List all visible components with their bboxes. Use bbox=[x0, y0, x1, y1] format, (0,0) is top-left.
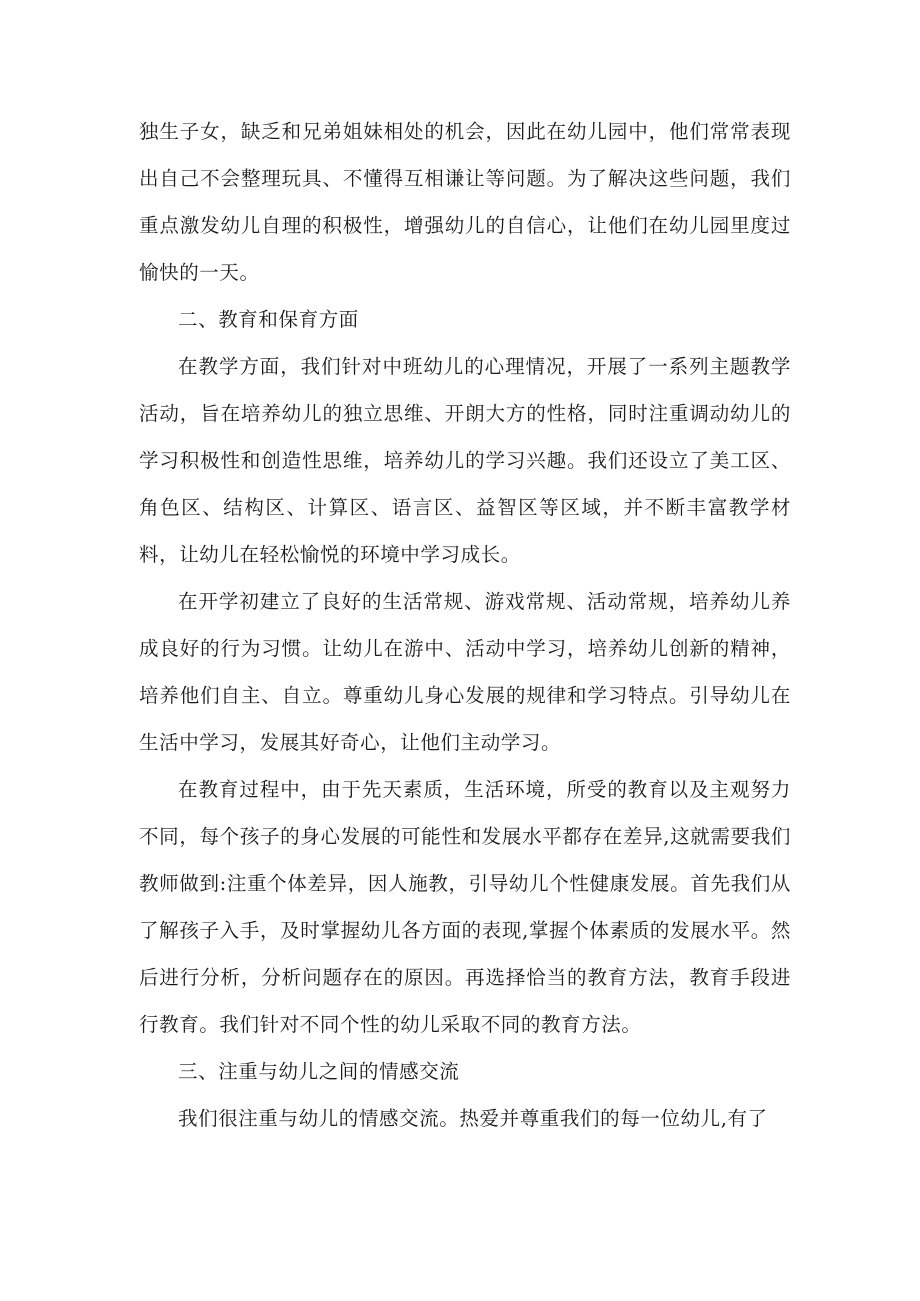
paragraph-teaching: 在教学方面，我们针对中班幼儿的心理情况，开展了一系列主题教学活动，旨在培养幼儿的独立思维、开朗大方的性格，同时注重调动幼儿的学习积极性和创造性思维，培养幼儿的学习兴趣。我们还设立了美工区、角色区、结构区、计算区、语言区、益智区等区域，并不断丰富教学材料，让幼儿在轻松愉悦的环境中学习成长。 bbox=[139, 355, 791, 566]
section-heading-emotional-communication: 三、注重与幼儿之间的情感交流 bbox=[178, 1060, 460, 1083]
section-heading-education-and-care: 二、教育和保育方面 bbox=[178, 308, 359, 331]
paragraph-emotional-communication: 我们很注重与幼儿的情感交流。热爱并尊重我们的每一位幼儿,有了 bbox=[178, 1107, 768, 1130]
paragraph-continuation: 独生子女，缺乏和兄弟姐妹相处的机会，因此在幼儿园中，他们常常表现出自己不会整理玩具、不懂得互相谦让等问题。为了解决这些问题，我们重点激发幼儿自理的积极性，增强幼儿的自信心，让他们在幼儿园里度过愉快的一天。 bbox=[139, 120, 791, 284]
paragraph-routines: 在开学初建立了良好的生活常规、游戏常规、活动常规，培养幼儿养成良好的行为习惯。让幼儿在游中、活动中学习，培养幼儿创新的精神，培养他们自主、自立。尊重幼儿身心发展的规律和学习特点。引导幼儿在生活中学习，发展其好奇心，让他们主动学习。 bbox=[139, 590, 791, 754]
paragraph-individual-differences: 在教育过程中，由于先天素质，生活环境，所受的教育以及主观努力不同，每个孩子的身心发展的可能性和发展水平都存在差异,这就需要我们教师做到:注重个体差异，因人施教，引导幼儿个性健康发展。首先我们从了解孩子入手，及时掌握幼儿各方面的表现,掌握个体素质的发展水平。然后进行分析，分析问题存在的原因。再选择恰当的教育方法，教育手段进行教育。我们针对不同个性的幼儿采取不同的教育方法。 bbox=[139, 778, 791, 1036]
document-body bbox=[139, 108, 791, 1142]
